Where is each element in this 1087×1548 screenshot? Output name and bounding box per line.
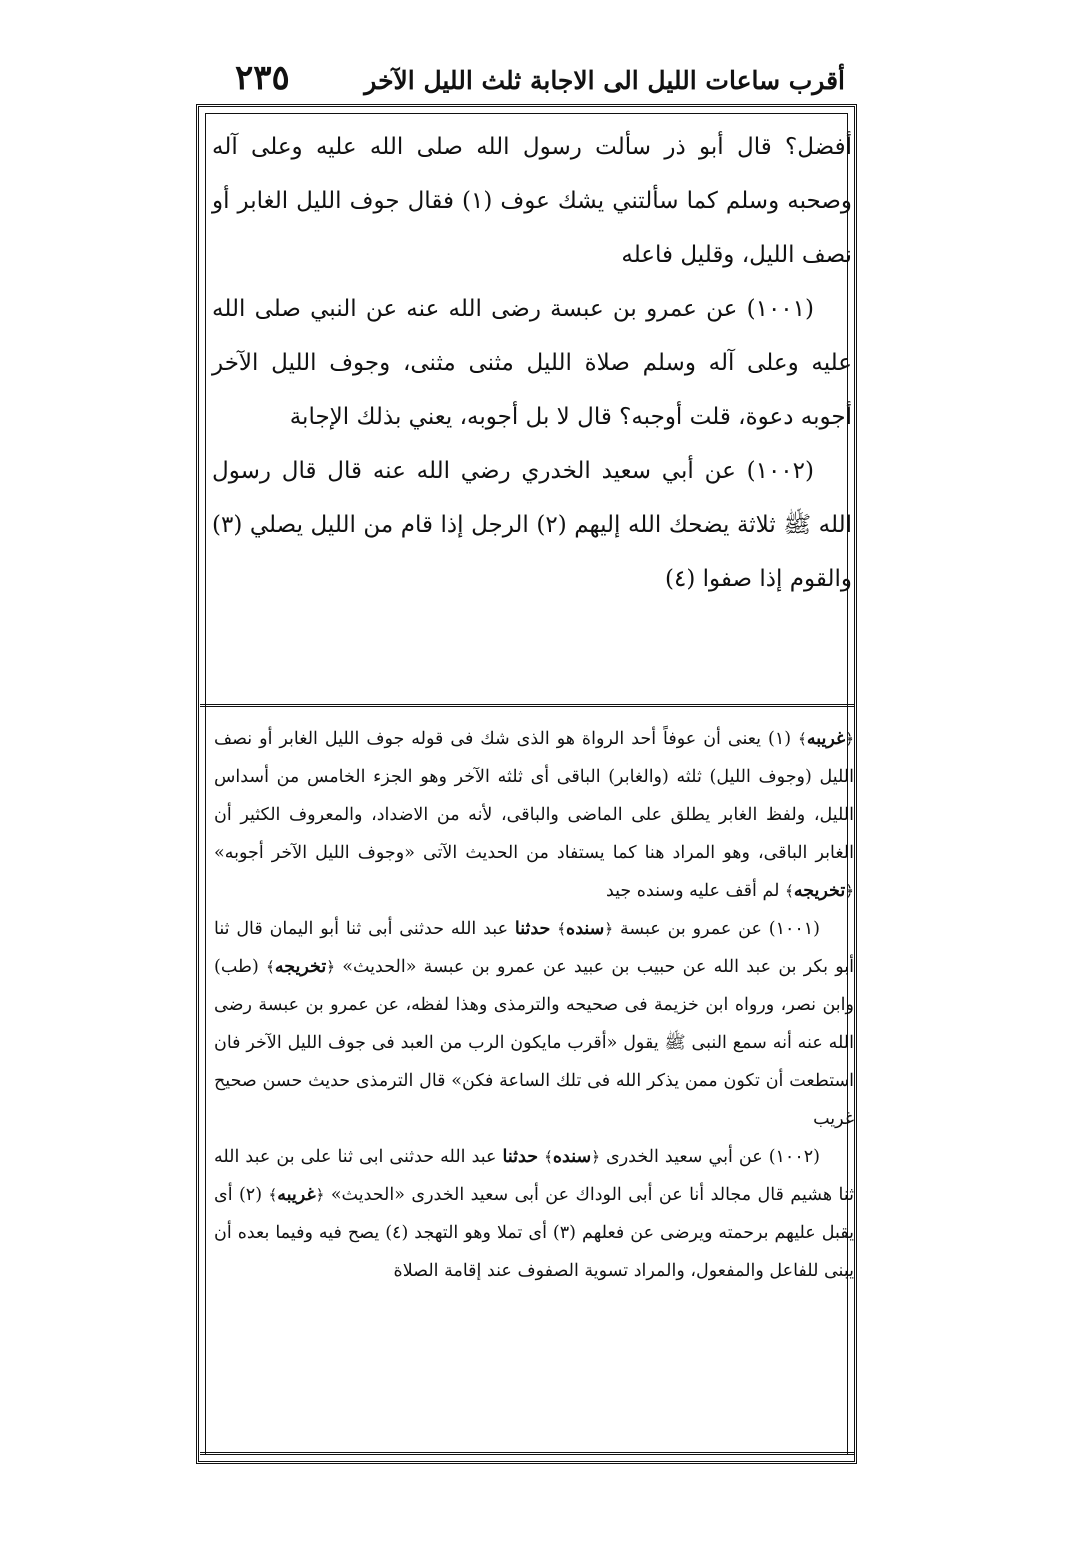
bottom-rule [200, 1452, 855, 1455]
commentary-separator [200, 704, 855, 707]
note-text: (١٠٠١) عن عمرو بن عبسة [620, 919, 820, 939]
ornament-icon: ﴿ [591, 1148, 600, 1166]
ornament-icon: ﴾ [798, 730, 807, 748]
hadith-continuation: أفضل؟ قال أبو ذر سألت رسول الله صلى الله عليه وعلى آله وصحبه وسلم كما سألتني يشك عوف (١) فقال جوف الليل الغابر أو نصف الليل، وقليل فاعله [212, 134, 852, 268]
hadith-1002: (١٠٠٢) عن أبي سعيد الخدري رضي الله عنه قال قال رسول الله ﷺ ثلاثة يضحك الله إليهم (٢) الرجل إذا قام من الليل يصلي (٣) والقوم إذا صفوا (٤) [212, 458, 852, 592]
ornament-icon: ﴿ [845, 882, 854, 900]
note-text: (١) يعنى أن عوفاً أحد الرواة هو الذى شك فى قوله جوف الليل الغابر أو نصف الليل (وجوف الليل) ثلثه (والغابر) الباقى أى ثلثه الآخر وهو الجزء الخامس من أسداس الليل، ولفظ الغابر يطلق على الماضى والباقى، لأنه من الاضداد، والمعروف الكثير أن الغابر الباقى، وهو المراد هنا كما يستفاد من الحديث الآتى «وجوف الليل الآخر أجوبه» [214, 729, 854, 863]
note-label: تخريجه [274, 957, 327, 977]
hadith-text [212, 120, 852, 606]
note-label: غريبه [806, 729, 846, 749]
ornament-icon: ﴿ [845, 730, 854, 748]
note-text: (طب) وابن نصر، ورواه ابن خزيمة فى صحيحه والترمذى وهذا لفظه، عن عمرو بن عبسة رضى الله عنه أنه سمع النبى ﷺ يقول «أقرب مايكون الرب من العبد فى جوف الليل الآخر فان استطعت أن تكون ممن يذكر الله فى تلك الساعة فكن» قال الترمذى حديث حسن صحيح غريب [214, 957, 854, 1129]
note-1002 [214, 1138, 854, 1290]
ornament-icon: ﴾ [785, 882, 794, 900]
note-label: حدثنا [502, 1147, 539, 1167]
ornament-icon: ﴿ [326, 958, 335, 976]
note-text: لم أقف عليه وسنده جيد [605, 881, 780, 901]
note-1001 [214, 910, 854, 1138]
note-label: غريبه [277, 1185, 316, 1205]
note-text: عبد الله حدثنى ابى ثنا على بن عبد الله ثنا هشيم قال مجالد أنا عن أبى الوداك عن أبى سعيد الخدرى «الحديث» [214, 1147, 854, 1205]
note-label: سنده [566, 919, 605, 939]
note-text: (١٠٠٢) عن أبي سعيد الخدرى [606, 1147, 820, 1167]
running-title: أقرب ساعات الليل الى الاجابة ثلث الليل الآخر [364, 66, 845, 95]
note-label: تخريجه [793, 881, 846, 901]
ornament-icon: ﴾ [544, 1148, 553, 1166]
hadith-1001: (١٠٠١) عن عمرو بن عبسة رضى الله عنه عن النبي صلى الله عليه وعلى آله وسلم صلاة الليل مثنى مثنى، وجوف الليل الآخر أجوبه دعوة، قلت أوجبه؟ قال لا بل أجوبه، يعني بذلك الإجابة [212, 296, 852, 430]
commentary [214, 720, 854, 1290]
ornament-icon: ﴿ [315, 1186, 325, 1204]
note-label: حدثنا [514, 919, 551, 939]
ornament-icon: ﴿ [604, 920, 614, 938]
note-label: سنده [552, 1147, 592, 1167]
note-text: (٢) أى يقبل عليهم برحمته ويرضى عن فعلهم (٣) أى تملا وهو التهجد (٤) يصح فيه وفيما بعده أن يبنى للفاعل والمفعول، والمراد تسوية الصفوف عند إقامة الصلاة [214, 1185, 854, 1281]
ornament-icon: ﴾ [266, 958, 275, 976]
ornament-icon: ﴾ [557, 920, 567, 938]
ornament-icon: ﴾ [268, 1186, 278, 1204]
note-text: عبد الله حدثنى أبى ثنا أبو اليمان قال ثنا أبو بكر بن عبد الله عن حبيب بن عبيد عن عمرو بن عبسة «الحديث» [214, 919, 854, 977]
page-number: ٢٣٥ [235, 58, 290, 98]
page-header [205, 54, 845, 104]
note-gharib-1 [214, 720, 854, 910]
